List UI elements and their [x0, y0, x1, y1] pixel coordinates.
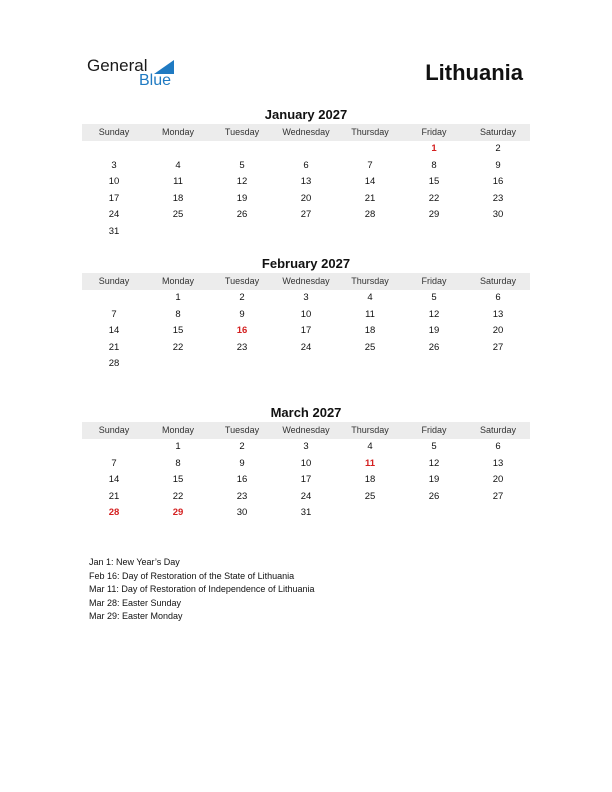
day-cell: 18	[364, 474, 376, 485]
day-cell: 25	[364, 490, 376, 502]
day-cell: 1	[431, 143, 437, 154]
day-cell	[210, 356, 274, 373]
weekday-label: Thursday	[351, 425, 389, 435]
week-row	[82, 356, 530, 373]
day-cell: 21	[108, 341, 120, 353]
country-title: Lithuania	[425, 60, 523, 85]
day-cell: 20	[492, 325, 504, 336]
day-cell: 5	[431, 292, 437, 303]
day-cell: 4	[367, 292, 373, 303]
day-cell: 19	[428, 325, 440, 336]
weekday-label: Monday	[161, 425, 195, 435]
day-cell: 9	[495, 159, 501, 171]
day-cell: 29	[428, 209, 440, 220]
weekday-label: Wednesday	[282, 276, 330, 286]
day-cell: 17	[300, 474, 312, 485]
holiday-note: Mar 29: Easter Monday	[89, 611, 183, 621]
week-row	[82, 323, 530, 340]
day-cell: 23	[492, 192, 504, 204]
day-cell: 12	[428, 308, 440, 320]
day-cell: 5	[431, 441, 437, 452]
day-cell: 23	[236, 341, 248, 353]
day-cell: 16	[236, 325, 248, 336]
weekday-label: Sunday	[98, 425, 130, 435]
month-february	[82, 255, 530, 373]
day-cell: 28	[364, 209, 376, 220]
day-cell: 2	[495, 143, 501, 154]
day-cell: 31	[108, 225, 120, 237]
day-cell: 4	[175, 159, 181, 171]
day-cell: 20	[300, 192, 312, 204]
day-cell: 13	[300, 176, 312, 187]
day-cell	[274, 224, 338, 241]
day-cell: 21	[108, 490, 120, 502]
weekday-label: Friday	[421, 127, 447, 137]
weekday-label: Saturday	[479, 276, 517, 286]
day-cell: 7	[111, 308, 117, 320]
day-cell: 6	[495, 441, 501, 452]
day-cell: 11	[173, 176, 183, 187]
day-cell	[210, 224, 274, 241]
weekday-header	[82, 124, 530, 141]
weekday-label: Tuesday	[224, 425, 260, 435]
logo-blue-text: Blue	[139, 72, 172, 89]
day-cell	[82, 141, 146, 158]
day-cell: 21	[364, 192, 376, 204]
day-cell: 7	[367, 159, 373, 171]
day-cell: 20	[492, 474, 504, 485]
day-cell: 9	[239, 308, 245, 320]
day-cell: 24	[300, 341, 312, 353]
day-cell: 17	[300, 325, 312, 336]
week-row	[82, 174, 530, 191]
day-cell: 26	[428, 341, 440, 353]
weekday-header	[82, 422, 530, 439]
day-cell	[338, 141, 402, 158]
day-cell	[338, 224, 402, 241]
day-cell: 3	[303, 441, 309, 452]
weekday-label: Saturday	[479, 425, 517, 435]
day-cell: 8	[175, 457, 181, 469]
day-cell: 29	[172, 507, 184, 518]
weekday-label: Friday	[421, 276, 447, 286]
day-cell: 10	[108, 176, 120, 187]
day-cell: 19	[428, 474, 440, 485]
day-cell: 26	[428, 490, 440, 502]
day-cell: 13	[492, 457, 504, 469]
day-cell: 6	[495, 292, 501, 303]
month-title: March 2027	[270, 405, 342, 420]
weekday-label: Wednesday	[282, 425, 330, 435]
day-cell: 11	[364, 457, 376, 469]
week-row	[82, 505, 530, 522]
week-row	[82, 207, 530, 224]
day-cell: 30	[492, 209, 504, 220]
day-cell	[466, 505, 530, 522]
day-cell: 22	[172, 341, 184, 353]
day-cell: 8	[431, 159, 437, 171]
day-cell: 2	[239, 441, 245, 452]
day-cell	[146, 224, 210, 241]
weekday-label: Tuesday	[224, 276, 260, 286]
day-cell: 22	[428, 192, 440, 204]
day-cell: 25	[172, 209, 184, 220]
day-cell	[210, 141, 274, 158]
day-cell: 1	[175, 292, 181, 303]
day-cell	[402, 356, 466, 373]
day-cell: 27	[492, 490, 504, 502]
holiday-note: Jan 1: New Year’s Day	[89, 557, 180, 567]
day-cell: 18	[364, 325, 376, 336]
day-cell	[466, 224, 530, 241]
day-cell	[466, 356, 530, 373]
weekday-label: Wednesday	[282, 127, 330, 137]
day-cell: 8	[175, 308, 181, 320]
month-title: January 2027	[264, 107, 348, 122]
weekday-label: Monday	[161, 127, 195, 137]
day-cell: 24	[108, 209, 120, 220]
week-row	[82, 340, 530, 357]
day-cell: 14	[108, 325, 120, 336]
day-cell	[82, 290, 146, 307]
day-cell: 19	[236, 192, 248, 204]
day-cell: 3	[111, 159, 117, 171]
day-cell: 9	[239, 457, 245, 469]
month-title: February 2027	[261, 256, 351, 271]
day-cell: 28	[108, 358, 120, 369]
holiday-note: Feb 16: Day of Restoration of the State of Lithuania	[89, 570, 295, 581]
week-row	[82, 456, 530, 473]
day-cell: 5	[239, 159, 245, 171]
day-cell: 3	[303, 292, 309, 303]
week-row	[82, 307, 530, 324]
week-row	[82, 191, 530, 208]
day-cell	[274, 141, 338, 158]
weekday-label: Thursday	[351, 127, 389, 137]
week-row	[82, 224, 530, 241]
day-cell: 16	[236, 474, 248, 485]
day-cell: 18	[172, 192, 184, 204]
weekday-label: Saturday	[479, 127, 517, 137]
day-cell	[402, 224, 466, 241]
day-cell: 23	[236, 490, 248, 502]
holiday-notes	[89, 556, 329, 624]
day-cell: 22	[172, 490, 184, 502]
day-cell: 15	[172, 474, 184, 485]
day-cell: 1	[175, 441, 181, 452]
weekday-label: Friday	[421, 425, 447, 435]
week-row	[82, 158, 530, 175]
day-cell: 16	[492, 176, 504, 187]
weekday-label: Monday	[161, 276, 195, 286]
day-cell: 12	[428, 457, 440, 469]
week-row	[82, 489, 530, 506]
day-cell: 13	[492, 308, 504, 320]
month-march	[82, 404, 530, 522]
day-cell: 14	[364, 176, 376, 187]
holiday-note: Mar 28: Easter Sunday	[89, 597, 182, 608]
day-cell: 28	[108, 507, 120, 518]
day-cell: 4	[367, 441, 373, 452]
day-cell: 17	[108, 192, 120, 204]
holiday-note: Mar 11: Day of Restoration of Independence of Lithuania	[89, 584, 315, 594]
day-cell	[338, 505, 402, 522]
day-cell	[146, 356, 210, 373]
day-cell	[146, 141, 210, 158]
day-cell: 30	[236, 507, 248, 518]
day-cell: 10	[300, 457, 312, 469]
day-cell: 27	[300, 209, 312, 220]
day-cell: 15	[172, 325, 184, 336]
day-cell: 15	[428, 176, 440, 187]
day-cell: 2	[239, 292, 245, 303]
week-row	[82, 439, 530, 456]
day-cell	[274, 356, 338, 373]
day-cell	[338, 356, 402, 373]
weekday-label: Thursday	[351, 276, 389, 286]
day-cell: 26	[236, 209, 248, 220]
day-cell: 25	[364, 341, 376, 353]
day-cell: 11	[365, 308, 375, 320]
weekday-header	[82, 273, 530, 290]
week-row	[82, 290, 530, 307]
month-january	[82, 106, 530, 240]
week-row	[82, 141, 530, 158]
day-cell	[402, 505, 466, 522]
week-row	[82, 472, 530, 489]
day-cell: 14	[108, 474, 120, 485]
day-cell: 31	[300, 507, 312, 518]
day-cell: 27	[492, 341, 504, 353]
weekday-label: Sunday	[98, 276, 130, 286]
day-cell: 6	[303, 159, 309, 171]
day-cell: 12	[236, 176, 248, 187]
logo-general-text: General	[87, 56, 148, 75]
weekday-label: Tuesday	[224, 127, 260, 137]
weekday-label: Sunday	[98, 127, 130, 137]
day-cell: 24	[300, 490, 312, 502]
day-cell	[82, 439, 146, 456]
day-cell: 10	[300, 308, 312, 320]
day-cell: 7	[111, 457, 117, 469]
brand-logo	[87, 56, 197, 92]
